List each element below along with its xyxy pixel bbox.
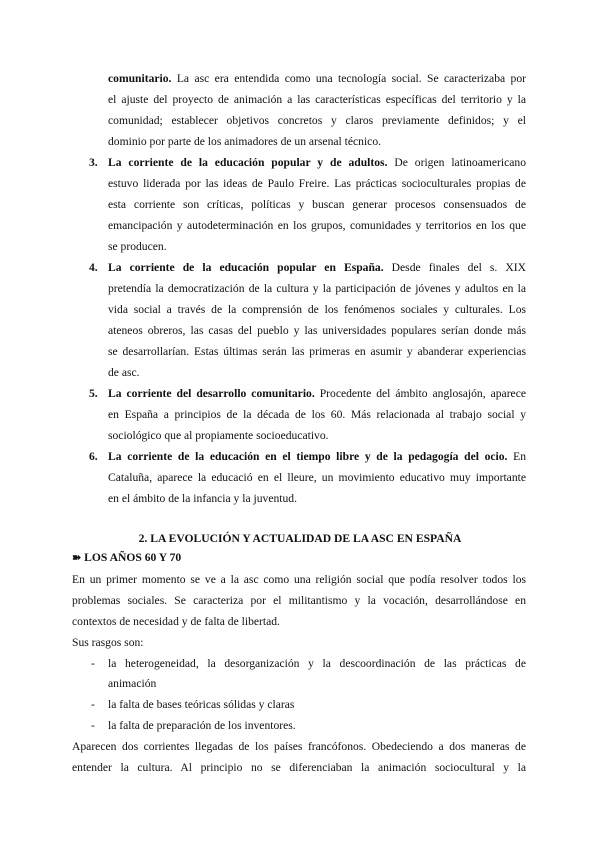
intro-line-2: el ajuste del proyecto de animación a las características específicas del territorio y la — [108, 93, 526, 106]
bullet-line: animación — [108, 677, 157, 690]
subheading — [72, 551, 181, 565]
item-6-first-line: La corriente de la educación en el tiempo libre y de la pedagogía del ocio. En — [108, 450, 527, 463]
item-3-line: emancipación y autodeterminación en los grupos, comunidades y territorios en los que — [108, 219, 526, 232]
paragraph-line: Aparecen dos corrientes llegadas de los países francófonos. Obedeciendo a dos maneras de — [72, 740, 526, 753]
paragraph-line: contextos de necesidad y de falta de libertad. — [72, 615, 280, 628]
item-3-first-line: La corriente de la educación popular y de adultos. De origen latinoamericano — [108, 156, 527, 169]
item-number: 6. — [89, 450, 98, 463]
bullet-line: la heterogeneidad, la desorganización y la descoordinación de las prácticas de — [108, 657, 526, 670]
bullet-line: la falta de bases teóricas sólidas y claras — [108, 698, 295, 711]
item-4-line: pretendía la democratización de la cultura y la participación de jóvenes y adultos en la — [108, 282, 526, 295]
bullet-dash: - — [91, 698, 95, 711]
bullet-line: la falta de preparación de los inventores. — [108, 719, 296, 732]
item-4-line: vida social a través de la comprensión de los fenómenos sociales y culturales. Los — [108, 303, 526, 316]
item-number: 4. — [89, 261, 98, 274]
item-title: La corriente de la educación en el tiempo libre y de la pedagogía del ocio. — [108, 450, 508, 463]
bullet-dash: - — [91, 657, 95, 670]
item-6-line: Cataluña, aparece la educació en el lleure, un movimiento educativo muy importante — [108, 471, 526, 484]
intro-bold-term: comunitario. — [108, 72, 172, 85]
intro-line-1: comunitario. La asc era entendida como una tecnología social. Se caracterizaba por — [108, 72, 526, 85]
item-5-line: en España a principios de la década de los 60. Más relacionada al trabajo social y — [108, 408, 526, 421]
item-3-line: se producen. — [108, 240, 167, 253]
item-6-line: en el ámbito de la infancia y la juventud. — [108, 492, 297, 505]
item-4-line: se desarrollarían. Estas últimas serán las primeras en asumir y abanderar experiencias — [108, 345, 526, 358]
item-4-line: de asc. — [108, 366, 140, 379]
item-number: 5. — [89, 387, 98, 400]
paragraph-line: problemas sociales. Se caracteriza por el militantismo y la vocación, desarrollándose en — [72, 594, 526, 607]
item-3-line: esta corriente son críticas, políticas y buscan generar procesos consensuados de — [108, 198, 526, 211]
bullet-dash: - — [91, 719, 95, 732]
section-heading: 2. LA EVOLUCIÓN Y ACTUALIDAD DE LA ASC EN ESPAÑA — [138, 532, 462, 545]
item-3-line: estuvo liderada por las ideas de Paulo Freire. Las prácticas socioculturales propias de — [108, 177, 526, 190]
subheading-text: LOS AÑOS 60 Y 70 — [84, 551, 182, 564]
rasgos-label: Sus rasgos son: — [72, 636, 144, 649]
item-4-line: ateneos obreros, las casas del pueblo y las universidades populares serían donde más — [108, 324, 526, 337]
item-4-first-line: La corriente de la educación popular en España. Desde finales del s. XIX — [108, 261, 526, 274]
paragraph-line: entender la cultura. Al principio no se diferenciaban la animación sociocultural y la — [72, 761, 526, 774]
arrow-bullet-icon: ➽ — [72, 552, 82, 564]
item-5-first-line: La corriente del desarrollo comunitario. Procedente del ámbito anglosajón, aparece — [108, 387, 526, 400]
intro-line-4: dominio por parte de los animadores de un arsenal técnico. — [108, 135, 382, 148]
paragraph-line: En un primer momento se ve a la asc como una religión social que podía resolver todos los — [72, 573, 526, 586]
item-title: La corriente del desarrollo comunitario. — [108, 387, 315, 400]
item-title: La corriente de la educación popular y de adultos. — [108, 156, 388, 169]
item-title: La corriente de la educación popular en España. — [108, 261, 384, 274]
item-number: 3. — [89, 156, 98, 169]
intro-line-3: comunidad; establecer objetivos concretos y claros previamente definidos; y el — [108, 114, 526, 127]
item-5-line: sociológico que al propiamente socioeducativo. — [108, 429, 329, 442]
